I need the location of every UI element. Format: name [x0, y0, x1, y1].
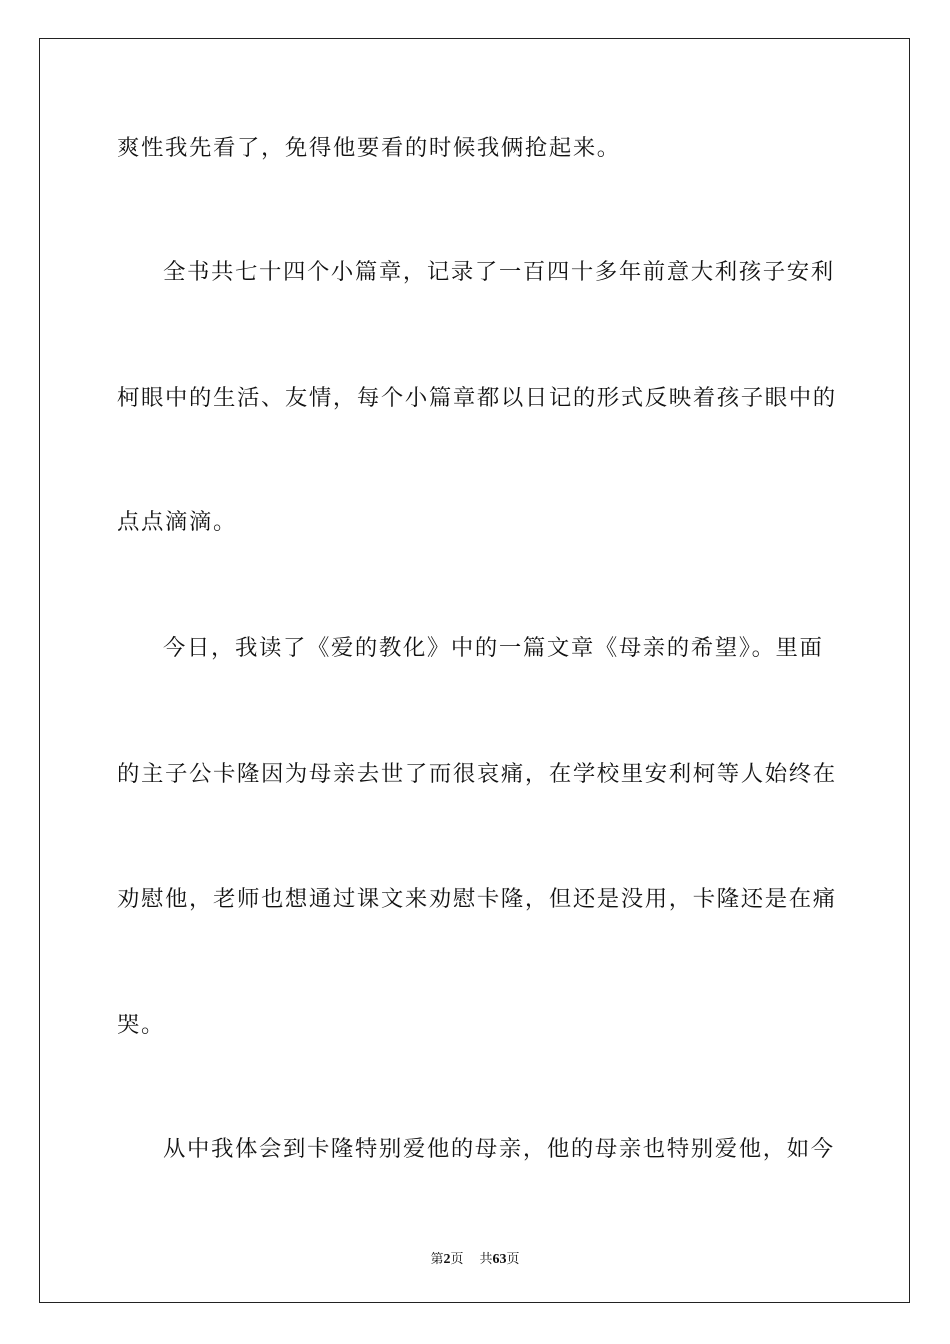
footer-page-prefix: 第 [430, 1252, 444, 1267]
text-line-5: 今日，我读了《爱的教化》中的一篇文章《母亲的希望》。里面 [163, 635, 824, 661]
footer-total-suffix: 页 [506, 1252, 520, 1267]
page-footer [0, 1248, 950, 1268]
text-line-7: 劝慰他，老师也想通过课文来劝慰卡隆，但还是没用，卡隆还是在痛 [117, 886, 837, 912]
text-line-9: 从中我体会到卡隆特别爱他的母亲，他的母亲也特别爱他，如今 [163, 1136, 835, 1162]
text-line-4: 点点滴滴。 [117, 509, 237, 535]
text-line-3: 柯眼中的生活、友情，每个小篇章都以日记的形式反映着孩子眼中的 [117, 385, 837, 411]
text-line-2: 全书共七十四个小篇章，记录了一百四十多年前意大利孩子安利 [163, 259, 835, 285]
footer-total-prefix: 共 [479, 1252, 493, 1267]
footer-total-number: 63 [492, 1252, 507, 1267]
footer-page-suffix: 页 [450, 1252, 464, 1267]
page-border [39, 38, 910, 1303]
footer-page-number: 2 [443, 1252, 451, 1267]
text-line-1: 爽性我先看了，免得他要看的时候我俩抢起来。 [117, 135, 621, 161]
text-line-6: 的主子公卡隆因为母亲去世了而很哀痛，在学校里安利柯等人始终在 [117, 761, 837, 787]
text-line-8: 哭。 [117, 1012, 165, 1038]
